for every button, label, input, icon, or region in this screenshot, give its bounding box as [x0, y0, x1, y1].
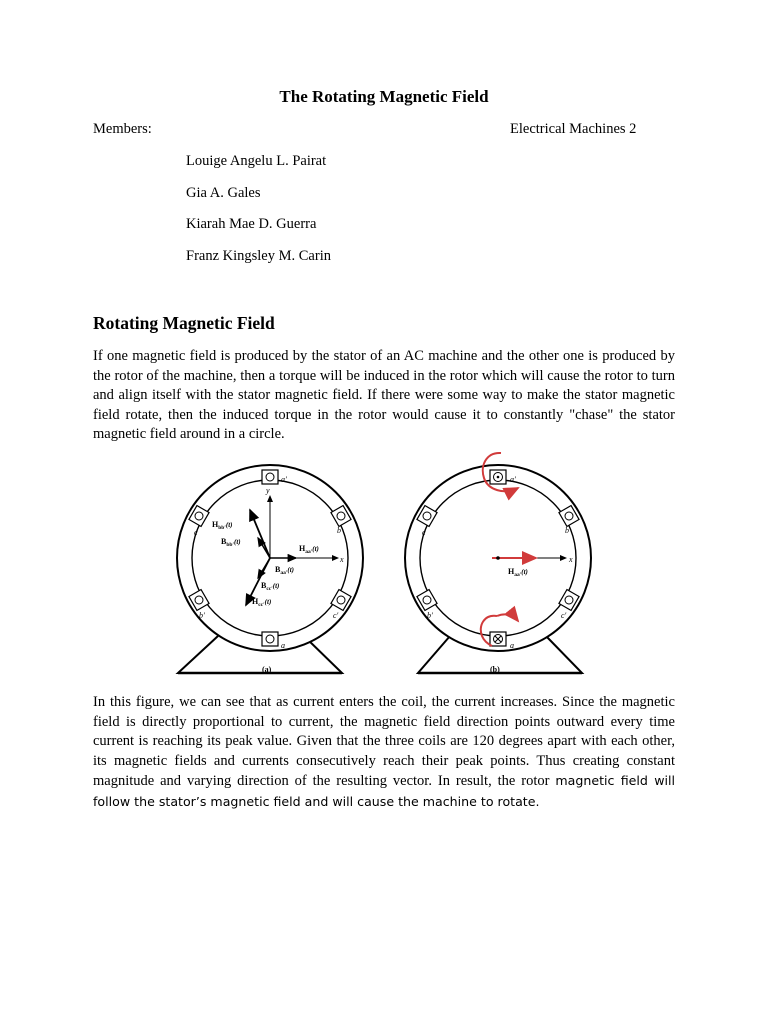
- figure-caption-a: (a): [262, 665, 272, 674]
- panel-a: [177, 465, 363, 674]
- slot-label: a′: [510, 475, 516, 484]
- slot-label: a: [510, 641, 514, 650]
- axis-label: y: [266, 486, 270, 495]
- slot-label: c: [194, 528, 198, 537]
- slot-label: c′: [333, 611, 339, 620]
- slot-label: b′: [427, 611, 433, 620]
- slot-label: b: [337, 526, 341, 535]
- vector-label-hbb: $H_{bb'}(t)$: [212, 520, 233, 531]
- vector-label-bcc: $B_{cc'}(t)$: [261, 581, 280, 592]
- slot-label: a′: [281, 475, 287, 484]
- section-heading: Rotating Magnetic Field: [93, 313, 275, 333]
- vector-label-baa: $B_{aa'}(t)$: [275, 565, 294, 576]
- explanation-paragraph: [93, 693, 675, 813]
- dot-icon: [497, 476, 500, 479]
- member-name: Louige Angelu L. Pairat: [186, 153, 327, 169]
- vector-label-haa: $H_{aa'}(t)$: [299, 544, 319, 555]
- member-name: Kiarah Mae D. Guerra: [186, 216, 317, 232]
- member-name: Gia A. Gales: [186, 185, 261, 201]
- slot-label: b′: [199, 611, 205, 620]
- vector-label-haa: $H_{aa'}(t)$: [508, 567, 528, 578]
- vector-label-hcc: $H_{cc'}(t)$: [252, 597, 272, 608]
- slot-label: c′: [561, 611, 567, 620]
- slot-label: c: [422, 528, 426, 537]
- panel-b: [405, 453, 591, 674]
- paragraph-text: In this figure, we can see that as current enters the coil, the current increases. Since the magnetic field is directly proportional to current, the magnetic field direction points outward every time current is reaching its peak value. Given that the three coils are 120 degrees apart with each other, its magnetic fields and currents consecutively reach their peak points. Thus creating constant magnitude and varying direction of the resulting vector. In result, the rotor: [93, 694, 675, 790]
- members-label: Members:: [93, 121, 152, 137]
- document-title: The Rotating Magnetic Field: [279, 87, 489, 106]
- slot-label: b: [565, 526, 569, 535]
- slot-label: a: [281, 641, 285, 650]
- axis-label: x: [340, 555, 344, 564]
- course-name: Electrical Machines 2: [510, 121, 637, 137]
- paragraph-last-line: magnetic field will follow the stator’s magnetic field and will cause the machine to rotate.: [93, 773, 675, 809]
- intro-paragraph: If one magnetic field is produced by the stator of an AC machine and the other one is produced by the rotor of the machine, then a torque will be induced in the rotor which will cause the rotor to turn and align itself with the stator magnetic field. If there were some way to make the stator magnetic field rotate, then the induced torque in the rotor would cause it to constantly "chase" the stator magnetic field around in a circle.: [93, 348, 675, 443]
- axis-label: x: [569, 555, 573, 564]
- rotating-field-figure: [170, 448, 600, 680]
- figure-caption-b: (b): [490, 665, 500, 674]
- member-name: Franz Kingsley M. Carin: [186, 248, 331, 264]
- vector-label-bbb: $B_{bb'}(t)$: [221, 537, 241, 548]
